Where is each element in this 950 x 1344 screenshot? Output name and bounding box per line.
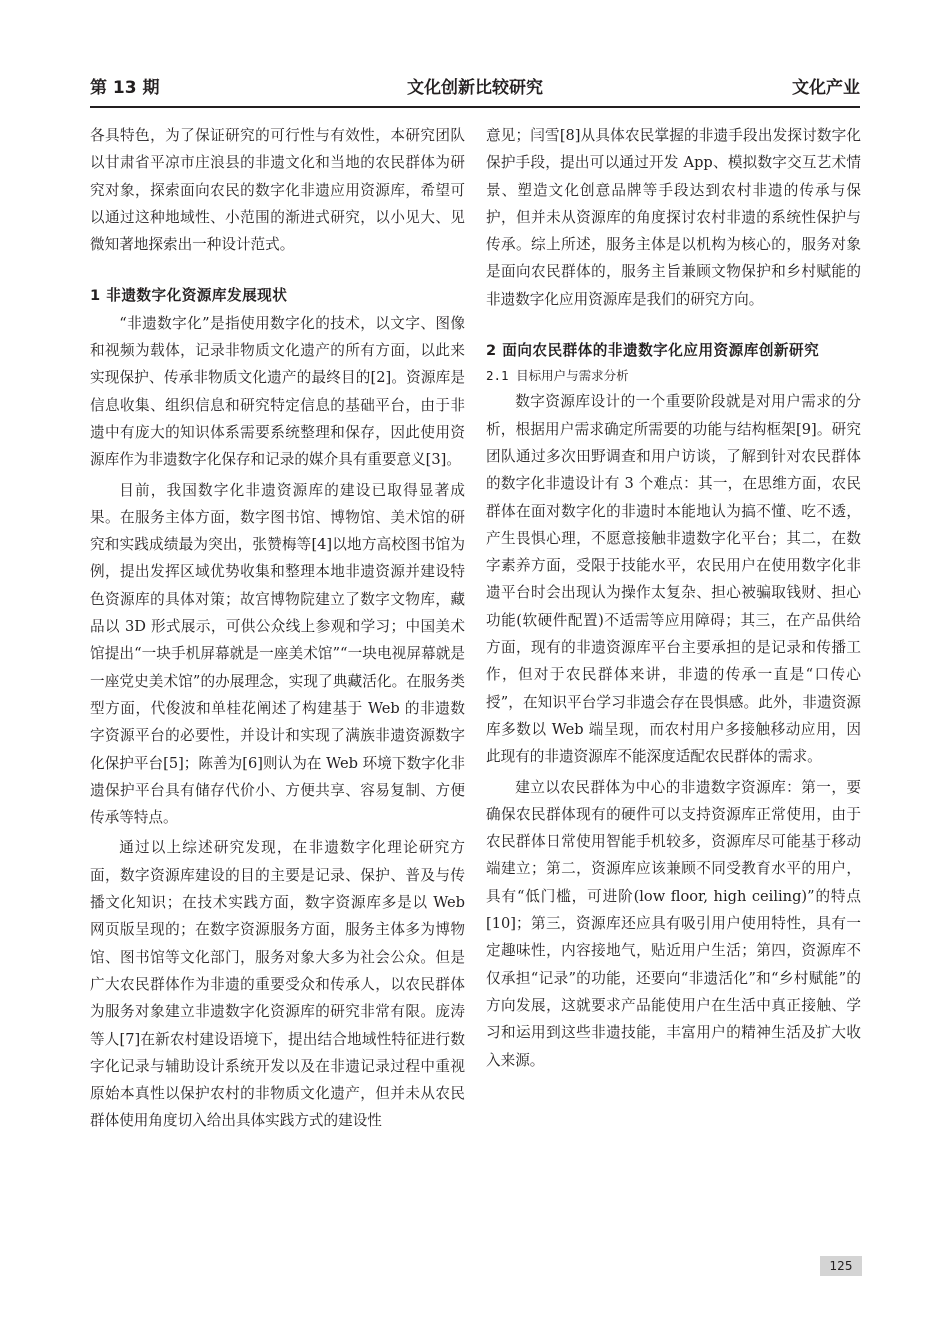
- paragraph-continued: 意见；闫雪[8]从具体农民掌握的非遗手段出发探讨数字化保护手段，提出可以通过开发 App、模拟数字交互艺术情景、塑造文化创意品牌等手段达到农村非遗的传承与保护，但并未从资源库的角度探讨农村非遗的系统性保护与传承。综上所述，服务主体是以机构为核心的，服务对象是面向农民群体的，服务主旨兼顾文物保护和乡村赋能的非遗数字化应用资源库是我们的研究方向。: [486, 127, 861, 308]
- subsection-2-1-heading: 2.1 目标用户与需求分析: [486, 368, 629, 384]
- right-column: [486, 122, 861, 1074]
- paragraph-user-needs: 数字资源库设计的一个重要阶段就是对用户需求的分析，根据用户需求确定所需要的功能与结构框架[9]。研究团队通过多次田野调查和用户访谈，了解到针对农民群体的数字化非遗设计有 3 个难点：其一，在思维方面，农民群体在面对数字化的非遗时本能地认为搞不懂、吃不透，产生畏惧心理，不愿意接触非遗数字化平台；其二，在数字素养方面，受限于技能水平，农民用户在使用数字化非遗平台时会出现认为操作太复杂、担心被骗取钱财、担心功能(软硬件配置)不适需等应用障碍；其三，在产品供给方面，现有的非遗资源库平台主要承担的是记录和传播工作，但对于农民群体来讲，非遗的传承一直是“口传心授”，在知识平台学习非遗会存在畏惧感。此外，非遗资源库多数以 Web 端呈现，而农村用户多接触移动应用，因此现有的非遗资源库不能深度适配农民群体的需求。: [486, 393, 861, 766]
- paragraph-review-findings: 通过以上综述研究发现，在非遗数字化理论研究方面，数字资源库建设的目的主要是记录、保护、普及与传播文化知识；在技术实践方面，数字资源库多是以 Web 网页版呈现的；在数字资源服务方面，服务主体多为博物馆、图书馆等文化部门，服务对象大多为社会公众。但是广大农民群体作为非遗的重要受众和传承人，以农民群体为服务对象建立非遗数字化资源库的研究非常有限。庞涛等人[7]在新农村建设语境下，提出结合地域性特征进行数字化记录与辅助设计系统开发以及在非遗记录过程中重视原始本真性以保护农村的非物质文化遗产，但并未从农民群体使用角度切入给出具体实践方式的建设性: [90, 839, 465, 1130]
- intro-paragraph: 各具特色，为了保证研究的可行性与有效性，本研究团队以甘肃省平凉市庄浪县的非遗文化和当地的农民群体为研究对象，探索面向农民的数字化非遗应用资源库，希望可以通过这种地域性、小范围的渐进式研究，以小见大、见微知著地探索出一种设计范式。: [90, 127, 465, 254]
- section-1-heading: 1 非遗数字化资源库发展现状: [90, 287, 288, 305]
- page-number: 125: [820, 1256, 862, 1276]
- left-column: [90, 122, 465, 1135]
- section-2-heading: 2 面向农民群体的非遗数字化应用资源库创新研究: [486, 342, 820, 360]
- paragraph-design-principles: 建立以农民群体为中心的非遗数字资源库：第一，要确保农民群体现有的硬件可以支持资源库正常使用，由于农民群体日常使用智能手机较多，资源库尽可能基于移动端建立；第二，资源库应该兼顾不同受教育水平的用户，具有“低门槛，可进阶(low floor, high ceiling)”的特点[10]；第三，资源库还应具有吸引用户使用特性，具有一定趣味性，内容接地气，贴近用户生活；第四，资源库不仅承担“记录”的功能，还要向“非遗活化”和“乡村赋能”的方向发展，这就要求产品能使用户在生活中真正接触、学习和运用到这些非遗技能，丰富用户的精神生活及扩大收入来源。: [486, 778, 861, 1069]
- header-rule: [90, 106, 860, 108]
- journal-title: 文化创新比较研究: [407, 78, 543, 98]
- issue-number: 第 13 期: [90, 78, 160, 98]
- running-header: [90, 74, 860, 102]
- paragraph-current-status: 目前，我国数字化非遗资源库的建设已取得显著成果。在服务主体方面，数字图书馆、博物馆、美术馆的研究和实践成绩最为突出，张赞梅等[4]以地方高校图书馆为例，提出发挥区域优势收集和整理本地非遗资源并建设特色资源库的具体对策；故宫博物院建立了数字文物库，藏品以 3D 形式展示，可供公众线上参观和学习；中国美术馆提出“一块手机屏幕就是一座美术馆”“一块电视屏幕就是一座党史美术馆”的办展理念，实现了典藏活化。在服务类型方面，代俊波和单桂花阐述了构建基于 Web 的非遗数字资源平台的必要性，并设计和实现了满族非遗资源数字化保护平台[5]；陈善为[6]则认为在 Web 环境下数字化非遗保护平台具有储存代价小、方便共享、容易复制、方便传承等特点。: [90, 481, 465, 827]
- paragraph-definition: “非遗数字化”是指使用数字化的技术，以文字、图像和视频为载体，记录非物质文化遗产的所有方面，以此来实现保护、传承非物质文化遗产的最终目的[2]。资源库是信息收集、组织信息和研究特定信息的基础平台，由于非遗中有庞大的知识体系需要系统整理和保存，因此使用资源库作为非遗数字化保存和记录的媒介具有重要意义[3]。: [90, 314, 465, 469]
- section-name: 文化产业: [792, 78, 860, 98]
